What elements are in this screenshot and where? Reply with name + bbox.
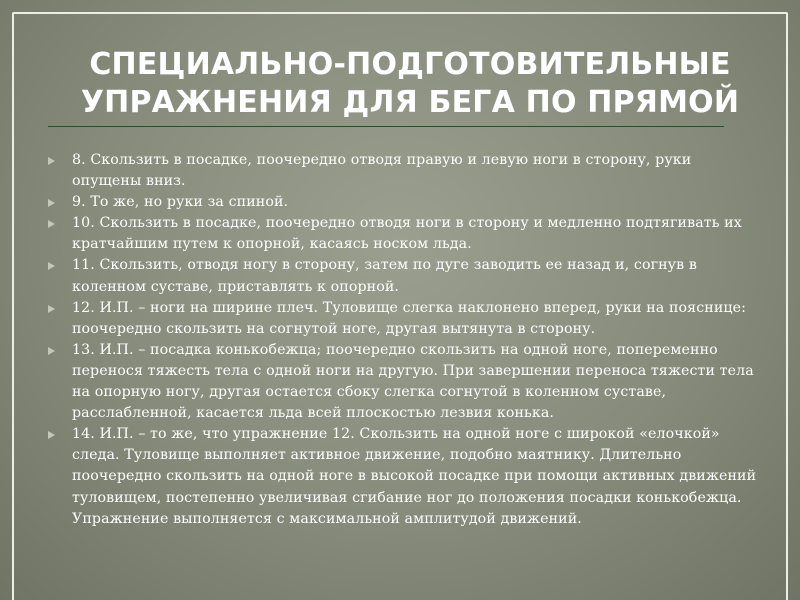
triangle-bullet-icon bbox=[48, 199, 55, 207]
title-divider bbox=[48, 126, 724, 127]
list-item bbox=[46, 150, 758, 192]
list-item bbox=[46, 298, 758, 340]
list-item bbox=[46, 255, 758, 297]
list-item-text: 14. И.П. – то же, что упражнение 12. Скользить на одной ноге с широкой «елочкой» следа. Туловище выполняет активное движение, подобно маятнику. Длительно поочередно скользить на одной ноге в высокой посадке при помощи активных движений туловищем, постепенно увеличивая сгибание ног до положения посадки конькобежца. Упражнение выполняется с максимальной амплитудой движений. bbox=[72, 426, 757, 527]
list-item-text: 12. И.П. – ноги на ширине плеч. Туловище слегка наклонено вперед, руки на пояснице: поочередно скользить на согнутой ноге, другая вытянута в сторону. bbox=[72, 299, 746, 337]
triangle-bullet-icon bbox=[48, 262, 55, 270]
list-item-text: 9. То же, но руки за спиной. bbox=[72, 194, 289, 211]
triangle-bullet-icon bbox=[48, 305, 55, 313]
list-item bbox=[46, 192, 758, 213]
exercise-list bbox=[46, 150, 758, 530]
list-item-text: 10. Скользить в посадке, поочередно отводя ноги в сторону и медленно подтягивать их кратчайшим путем к опорной, касаясь носком льда. bbox=[72, 215, 742, 253]
slide-title-line-1: СПЕЦИАЛЬНО-ПОДГОТОВИТЕЛЬНЫЕ bbox=[89, 47, 731, 82]
slide-title-line-2: УПРАЖНЕНИЯ ДЛЯ БЕГА ПО ПРЯМОЙ bbox=[80, 85, 740, 120]
triangle-bullet-icon bbox=[48, 347, 55, 355]
triangle-bullet-icon bbox=[48, 431, 55, 439]
triangle-bullet-icon bbox=[48, 220, 55, 228]
list-item bbox=[46, 213, 758, 255]
list-item bbox=[46, 340, 758, 424]
slide-title bbox=[60, 46, 760, 122]
triangle-bullet-icon bbox=[48, 157, 55, 165]
list-item-text: 13. И.П. – посадка конькобежца; поочередно скользить на одной ноге, попеременно перенося тяжесть тела с одной ноги на другую. При завершении переноса тяжести тела на опорную ногу, другая остается сбоку слегка согнутой в коленном суставе, расслабленной, касается льда всей плоскостью лезвия конька. bbox=[72, 341, 754, 422]
list-item-text: 8. Скользить в посадке, поочередно отводя правую и левую ноги в сторону, руки опущены вниз. bbox=[72, 152, 692, 190]
list-item-text: 11. Скользить, отводя ногу в сторону, затем по дуге заводить ее назад и, согнув в коленном суставе, приставлять к опорной. bbox=[72, 257, 697, 295]
list-item bbox=[46, 424, 758, 529]
